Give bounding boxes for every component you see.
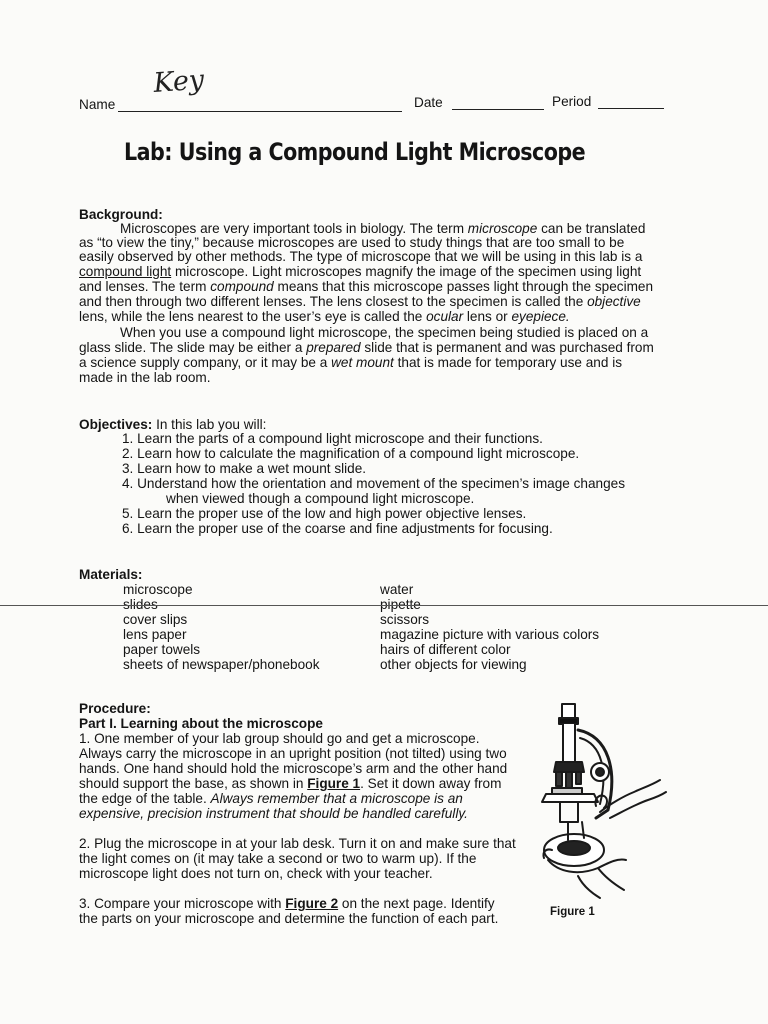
material-item: slides bbox=[123, 597, 158, 612]
figure-1-caption: Figure 1 bbox=[550, 906, 595, 918]
background-line: glass slide. The slide may be either a prepared slide that is permanent and was purchased from bbox=[79, 340, 654, 355]
material-item: lens paper bbox=[123, 627, 187, 642]
material-item: water bbox=[380, 582, 414, 597]
background-line: a science supply company, or it may be a wet mount that is made for temporary use and is bbox=[79, 355, 623, 370]
procedure-line: the parts on your microscope and determine the function of each part. bbox=[79, 911, 499, 926]
objective-item-continued: when viewed though a compound light microscope. bbox=[166, 491, 475, 506]
part-title: Part I. Learning about the microscope bbox=[79, 716, 323, 731]
name-field[interactable] bbox=[118, 99, 402, 112]
material-item: sheets of newspaper/phonebook bbox=[123, 657, 320, 672]
procedure-line: hands. One hand should hold the microscope’s arm and the other hand bbox=[79, 761, 508, 776]
period-label: Period bbox=[552, 94, 592, 109]
procedure-line: 2. Plug the microscope in at your lab desk. Turn it on and make sure that bbox=[79, 836, 516, 851]
procedure-line: Always carry the microscope in an upright position (not tilted) using two bbox=[79, 746, 507, 761]
material-item: microscope bbox=[123, 582, 193, 597]
procedure-line: 1. One member of your lab group should go and get a microscope. bbox=[79, 731, 480, 746]
procedure-line: the light comes on (it may take a second or two to warm up). If the bbox=[79, 851, 477, 866]
materials-heading: Materials: bbox=[79, 567, 143, 582]
background-line: and lenses. The term compound means that this microscope passes light through the specimen bbox=[79, 279, 654, 294]
date-field[interactable] bbox=[452, 97, 544, 110]
name-label: Name bbox=[79, 97, 116, 112]
material-item: hairs of different color bbox=[380, 642, 511, 657]
name-value-handwritten: Key bbox=[152, 64, 206, 99]
objectives-heading: Objectives: In this lab you will: bbox=[79, 417, 267, 432]
procedure-line: the edge of the table. Always remember that a microscope is an bbox=[79, 791, 463, 806]
microscope-illustration bbox=[538, 700, 668, 900]
background-line: lens, while the lens nearest to the user’s eye is called the ocular lens or eyepiece. bbox=[79, 309, 570, 324]
date-label: Date bbox=[414, 95, 443, 110]
background-line: as “to view the tiny,” because microscopes are used to study things that are too small to be bbox=[79, 235, 625, 250]
background-line: and then through two different lenses. The lens closest to the specimen is called the objective bbox=[79, 294, 641, 309]
background-heading: Background: bbox=[79, 207, 163, 222]
material-item: scissors bbox=[380, 612, 430, 627]
objective-item: 1. Learn the parts of a compound light microscope and their functions. bbox=[122, 431, 543, 446]
material-item: other objects for viewing bbox=[380, 657, 527, 672]
background-line: made in the lab room. bbox=[79, 370, 211, 385]
procedure-line: 3. Compare your microscope with Figure 2 on the next page. Identify bbox=[79, 896, 495, 911]
objective-item: 6. Learn the proper use of the coarse and fine adjustments for focusing. bbox=[122, 521, 553, 536]
objective-item: 5. Learn the proper use of the low and high power objective lenses. bbox=[122, 506, 527, 521]
figure-2-link: Figure 2 bbox=[285, 896, 339, 911]
procedure-heading: Procedure: bbox=[79, 701, 151, 716]
scan-fold-line bbox=[0, 605, 768, 606]
page-title: Lab: Using a Compound Light Microscope bbox=[124, 138, 586, 166]
background-line: easily observed by other methods. The type of microscope that we will be using in this lab is a bbox=[79, 249, 643, 264]
material-item: paper towels bbox=[123, 642, 201, 657]
procedure-line: microscope light does not turn on, check with your teacher. bbox=[79, 866, 433, 881]
material-item: magazine picture with various colors bbox=[380, 627, 600, 642]
figure-1-link: Figure 1 bbox=[307, 776, 361, 791]
objective-item: 4. Understand how the orientation and movement of the specimen’s image changes bbox=[122, 476, 626, 491]
objective-item: 3. Learn how to make a wet mount slide. bbox=[122, 461, 367, 476]
material-item: cover slips bbox=[123, 612, 188, 627]
procedure-line: expensive, precision instrument that should be handled carefully. bbox=[79, 806, 468, 821]
procedure-line: should support the base, as shown in Figure 1. Set it down away from bbox=[79, 776, 502, 791]
background-line: compound light microscope. Light microscopes magnify the image of the specimen using light bbox=[79, 264, 642, 279]
material-item: pipette bbox=[380, 597, 421, 612]
background-line: When you use a compound light microscope, the specimen being studied is placed on a bbox=[120, 325, 649, 340]
background-line: Microscopes are very important tools in biology. The term microscope can be translated bbox=[120, 221, 646, 236]
objective-item: 2. Learn how to calculate the magnification of a compound light microscope. bbox=[122, 446, 580, 461]
period-field[interactable] bbox=[598, 96, 664, 109]
